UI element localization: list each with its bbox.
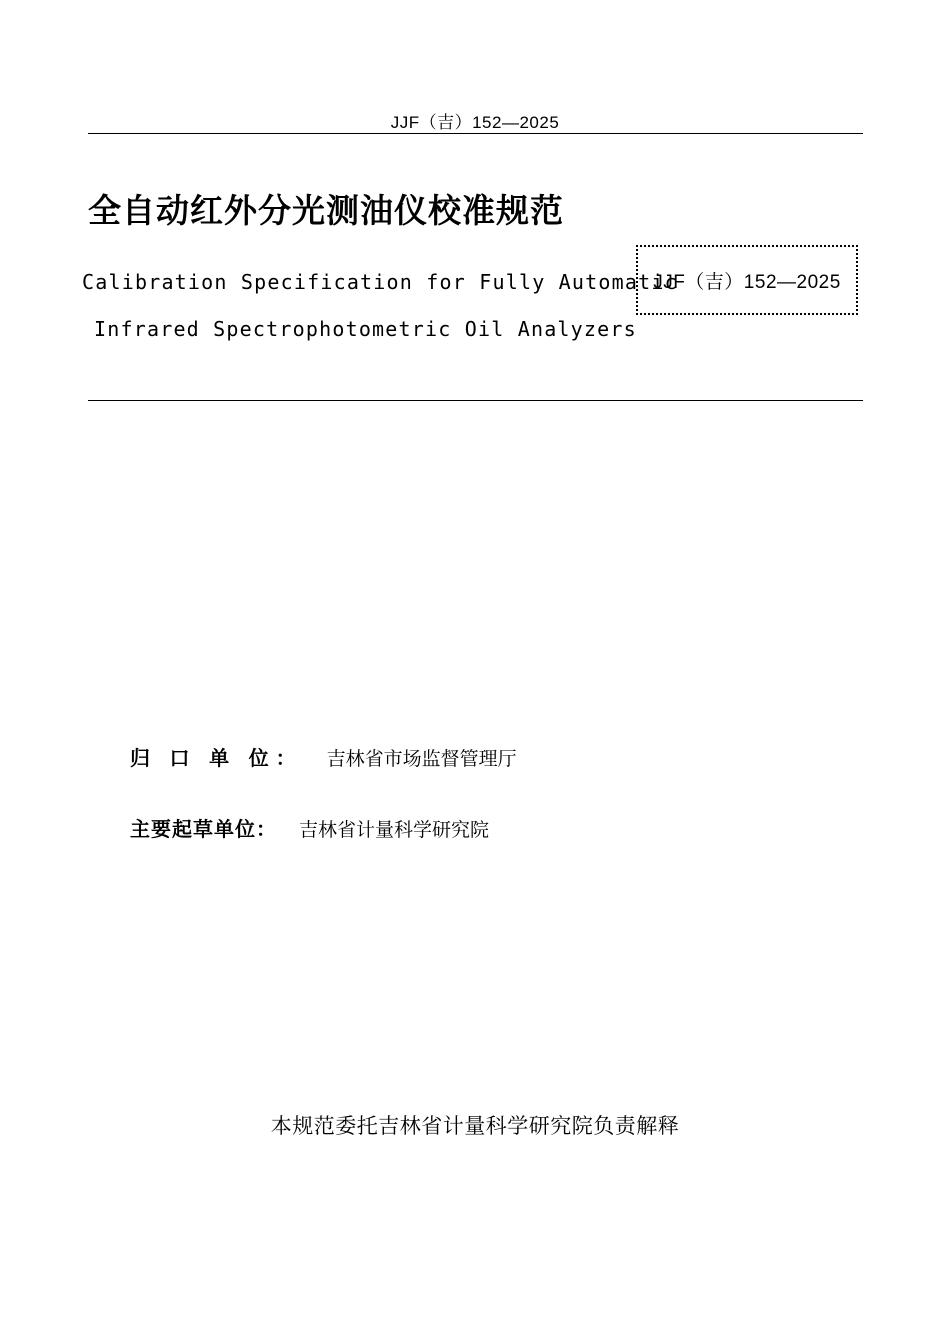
- document-code-box: [636, 245, 858, 315]
- header-divider-bottom: [88, 400, 863, 401]
- footer-interpretation-note: 本规范委托吉林省计量科学研究院负责解释: [270, 1114, 680, 1138]
- page-title-english-line-2: Infrared Spectrophotometric Oil Analyzers: [94, 317, 637, 341]
- page-title-chinese: 全自动红外分光测油仪校准规范: [88, 192, 564, 229]
- header-document-number: JJF（吉）152—2025: [390, 113, 560, 132]
- organization-block: [130, 742, 830, 884]
- document-code-text: JJF（吉）152—2025: [653, 271, 841, 293]
- organization-label-drafting: 主要起草单位：: [130, 819, 277, 841]
- header-divider-top: [88, 133, 863, 134]
- organization-row: [130, 742, 830, 771]
- organization-value-drafting: 吉林省计量科学研究院: [299, 820, 490, 841]
- organization-value-administering: 吉林省市场监督管理厅: [326, 749, 517, 770]
- organization-label-administering: 归 口 单 位：: [130, 748, 303, 770]
- page-title-english-line-1: Calibration Specification for Fully Automatic: [82, 270, 678, 294]
- organization-row: [130, 813, 830, 842]
